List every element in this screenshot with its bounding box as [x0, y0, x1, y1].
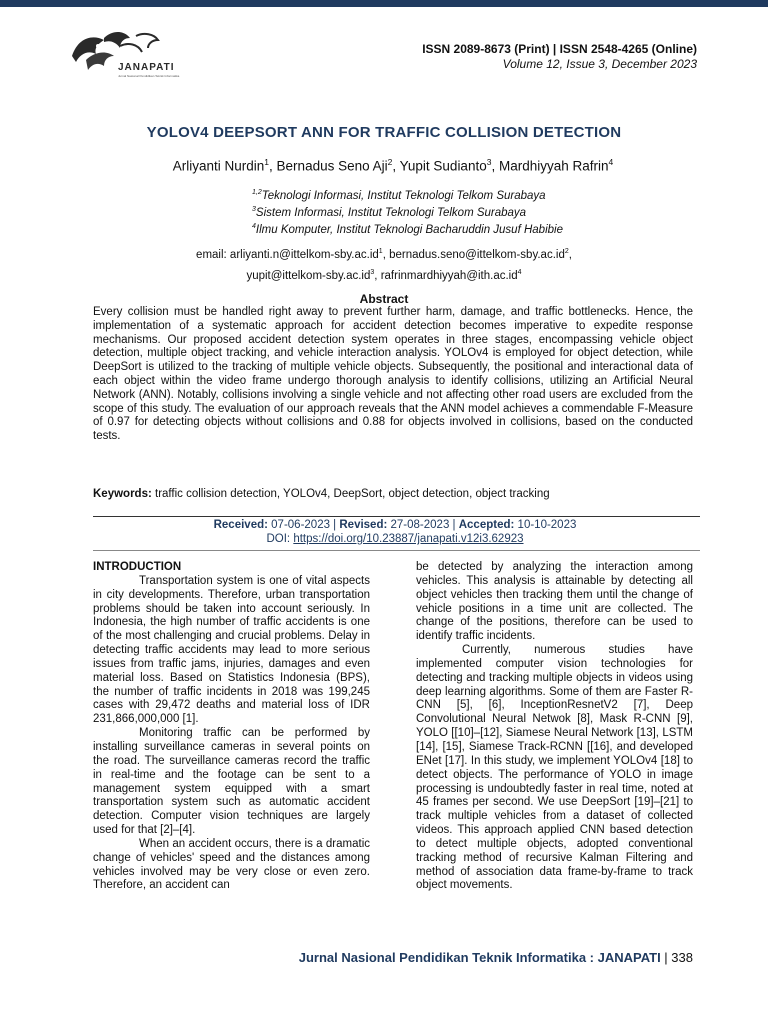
keywords — [93, 488, 550, 500]
email-line — [0, 264, 768, 285]
affiliation-text: Ilmu Komputer, Institut Teknologi Bacharuddin Jusuf Habibie — [255, 223, 563, 236]
affiliation — [252, 203, 563, 220]
keywords-label: Keywords: — [93, 488, 152, 500]
abstract-heading: Abstract — [359, 292, 409, 306]
affiliation-text: Sistem Informasi, Institut Teknologi Telkom Surabaya — [255, 206, 527, 219]
affiliation-sup: 4 — [252, 222, 256, 230]
paper-title: YOLOV4 DEEPSORT ANN FOR TRAFFIC COLLISION DETECTION — [146, 124, 622, 141]
email-separator: , — [568, 248, 572, 261]
page-footer — [299, 950, 693, 965]
email-separator: , — [374, 269, 381, 282]
page-number: 338 — [671, 950, 693, 965]
revised-label: Revised: — [339, 519, 388, 531]
email-address[interactable]: bernadus.seno@ittelkom-sby.ac.id — [389, 248, 565, 261]
affiliation-sup: 1,2 — [252, 189, 262, 196]
logo-text: JANAPATI — [118, 62, 175, 73]
email-separator: , — [382, 248, 390, 261]
body-column-left — [93, 561, 370, 893]
email-address[interactable]: rafrinmardhiyyah@ith.ac.id — [380, 269, 518, 282]
footer-journal: Jurnal Nasional Pendidikan Teknik Informatika : JANAPATI — [298, 950, 661, 965]
author-name: Yupit Sudianto — [399, 158, 487, 174]
affiliation-text: Teknologi Informasi, Institut Teknologi Telkom Surabaya — [261, 189, 546, 202]
email-line — [0, 243, 768, 264]
author-name: Arliyanti Nurdin — [172, 158, 265, 174]
author-sup: 4 — [608, 157, 614, 167]
body-paragraph: Currently, numerous studies have implemented computer vision technologies for detecting and tracking multiple objects in videos using deep learning algorithms. Some of them are Faster R-CNN [5], [6], InceptionResnetV2 [7], Deep Convolutional Neural Netwok [8], Mask R-CNN [9], YOLO [[10]–[12], Siamese Neural Network [13], LSTM [14], [15], Siamese Track-RCNN [[16], and developed ENet [17]. In this study, we implement YOLOv4 [18] to detect objects. The performance of YOLO in image processing is undoubtedly faster in real time, noted at 45 frames per second. We use DeepSort [19]–[21] to track multiple vehicles from a dataset of collected videos. This approach applied CNN based detection to detect multiple objects, adopted conventional tracking method of recursive Kalman Filtering and method of association data frame-by-frame to track object movements. — [416, 644, 693, 892]
author-separator: , — [269, 158, 277, 174]
received-date: 07-06-2023 — [271, 519, 330, 531]
email-sup: 1 — [378, 248, 383, 255]
received-label: Received: — [213, 519, 268, 531]
footer-separator: | — [660, 950, 672, 965]
affiliation — [252, 186, 563, 203]
submission-dates: Received: 07-06-2023 | Revised: 27-08-2023 | Accepted: 10-10-2023 — [213, 519, 577, 531]
issn: ISSN 2089-8673 (Print) | ISSN 2548-4265 (Online) — [422, 42, 697, 56]
email-sup: 2 — [564, 248, 569, 255]
affiliation-sup: 3 — [252, 205, 256, 213]
author-sup: 3 — [486, 157, 492, 167]
body-column-right — [416, 561, 693, 893]
affiliation — [252, 220, 563, 237]
revised-date: 27-08-2023 — [390, 519, 450, 531]
doi-link[interactable]: https://doi.org/10.23887/janapati.v12i3.62923 — [293, 533, 524, 545]
author-name: Bernadus Seno Aji — [276, 158, 388, 174]
body-paragraph: Transportation system is one of vital aspects in city developments. Therefore, urban transportation problems should be taken into account seriously. In Indonesia, the high number of traffic accidents is one of the most challenging and crucial problems. Delay in detecting traffic accidents may lead to more serious issues from traffic jams, injuries, damages and even material loss. Based on Statistics Indonesia (BPS), the number of traffic incidents in 2018 was 199,245 cases with 29,472 deaths and material loss of IDR 231,866,000,000 [1]. — [93, 574, 370, 726]
logo-subtitle: Jurnal Nasional Pendidikan Teknik Informatika — [118, 74, 180, 78]
author-separator: , — [392, 158, 400, 174]
email-label: email: — [196, 248, 230, 261]
doi — [0, 533, 768, 545]
email-address[interactable]: yupit@ittelkom-sby.ac.id — [246, 269, 371, 282]
email-address[interactable]: arliyanti.n@ittelkom-sby.ac.id — [229, 248, 379, 261]
journal-logo — [64, 26, 214, 82]
keywords-text: traffic collision detection, YOLOv4, DeepSort, object detection, object tracking — [155, 488, 550, 500]
author-sup: 1 — [264, 157, 270, 167]
abstract-text: Every collision must be handled right away to prevent further harm, damage, and traffic bottlenecks. Hence, the implementation of a systematic approach for accident detection becomes imperative to expedite response mechanisms. Our proposed accident detection system operates in three stages, encompassing vehicle object detection, multiple object tracking, and vehicle interaction analysis. YOLOv4 is employed for object detection, while DeepSort is utilized to the tracking of multiple vehicle objects. Subsequently, the positional and interactional data of each object within the video frame undergo thorough analysis to identify collisions, utilizing an Artificial Neural Network (ANN). Notably, collisions involving a single vehicle and not affecting other road users are excluded from the scope of this study. The evaluation of our approach reveals that the ANN model achieves a commendable F-Measure of 0.97 for detecting objects without collisions and 0.88 for objects involved in collisions, based on the conducted tests. — [93, 306, 693, 443]
accepted-label: Accepted: — [458, 519, 515, 531]
email-sup: 3 — [370, 268, 375, 276]
author-separator: , — [491, 158, 499, 174]
volume-issue: Volume 12, Issue 3, December 2023 — [502, 57, 697, 71]
author-name: Mardhiyyah Rafrin — [498, 158, 609, 174]
author-sup: 2 — [387, 157, 393, 167]
top-bar — [0, 0, 768, 7]
divider — [93, 516, 700, 517]
doi-label: DOI: — [266, 533, 294, 545]
email-sup: 4 — [517, 268, 522, 276]
accepted-date: 10-10-2023 — [517, 519, 577, 531]
author-list — [0, 157, 768, 174]
body-paragraph: Monitoring traffic can be performed by installing surveillance cameras in several points on the road. The surveillance cameras record the traffic in real-time and the footage can be sent to a management system equipped with a smart transportation system such as automatic accident detection. Computer vision techniques are largely used for that [2]–[4]. — [93, 727, 370, 837]
divider — [93, 550, 700, 551]
body-paragraph: When an accident occurs, there is a dramatic change of vehicles' speed and the distances among vehicles involved may be very close or even zero. Therefore, an accident can — [93, 837, 370, 892]
section-heading: INTRODUCTION — [93, 561, 182, 573]
affiliations — [252, 186, 563, 236]
body-paragraph: be detected by analyzing the interaction among vehicles. This analysis is attainable by detecting all object vehicles then tracking them until the change of vehicle positions in a time unit are collected. The change of the positions, therefore can be used to identify traffic incidents. — [416, 561, 693, 643]
email-block — [0, 243, 768, 285]
